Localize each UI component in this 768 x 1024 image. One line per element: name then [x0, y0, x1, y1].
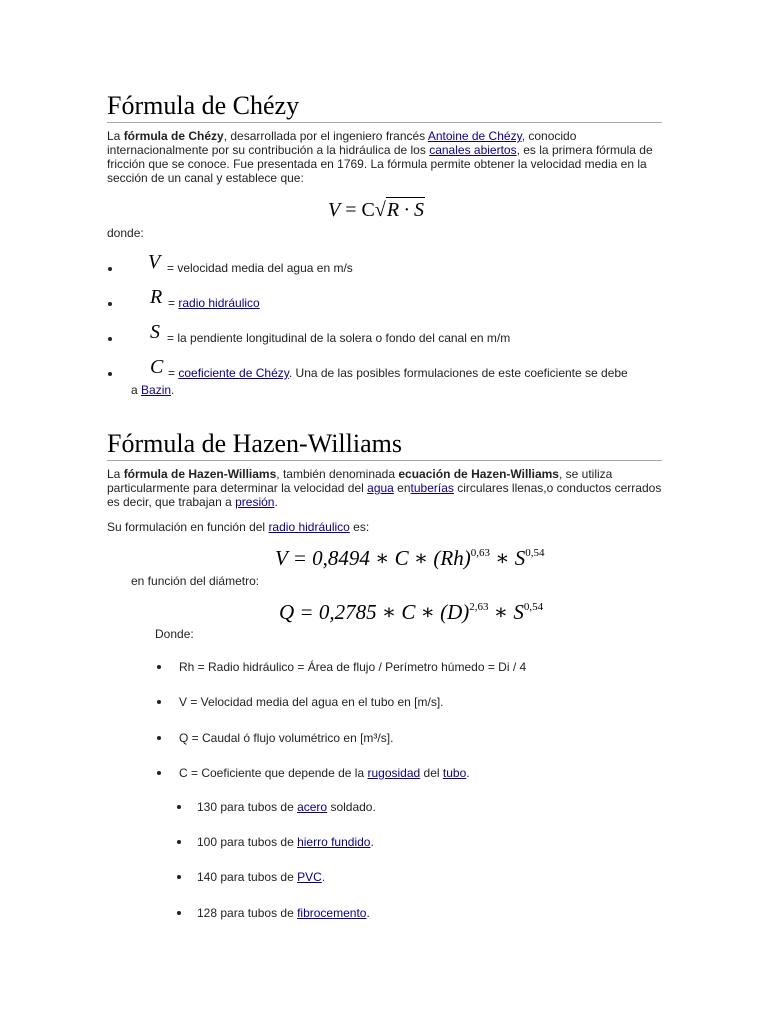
text: .	[171, 383, 175, 397]
chezy-intro	[107, 129, 663, 185]
bullet-icon	[108, 372, 112, 376]
text: .	[366, 906, 370, 920]
text: , también denominada	[276, 467, 399, 481]
item-text: V = Velocidad media del agua en el tubo en [m/s].	[179, 695, 444, 709]
bold-term: fórmula de Chézy	[123, 129, 224, 143]
hw-formulacion	[107, 520, 369, 534]
text: , desarrollada por el ingeniero francés	[223, 129, 428, 143]
bullet-icon	[108, 267, 112, 271]
item-text: Q = Caudal ó flujo volumétrico en [m³/s].	[179, 731, 394, 745]
chezy-formula	[328, 197, 425, 222]
formula-eq: = C	[340, 199, 375, 221]
hw-formula-flow	[279, 594, 543, 625]
list-item	[107, 251, 667, 280]
link-acero[interactable]: acero	[297, 800, 328, 814]
formula-mid: ∗ S	[490, 546, 526, 570]
text: Su formulación en función del	[107, 520, 269, 534]
symbol: V	[148, 251, 161, 273]
text: soldado.	[327, 800, 376, 814]
exponent: 0,63	[470, 547, 490, 559]
donde-label: donde:	[107, 226, 144, 240]
item-text-line2	[131, 383, 174, 397]
link-fibrocemento[interactable]: fibrocemento	[297, 906, 367, 920]
item-text	[197, 906, 370, 920]
text: La	[107, 129, 124, 143]
text: 140 para tubos de	[197, 870, 298, 884]
donde-label-2: Donde:	[155, 627, 194, 641]
text: . Una de las posibles formulaciones de este coeficiente se debe	[288, 366, 628, 380]
text: 130 para tubos de	[197, 800, 298, 814]
symbol: S	[150, 321, 160, 343]
text: La	[107, 467, 124, 481]
item-text: = la pendiente longitudinal de la solera o fondo del canal en m/m	[167, 331, 511, 345]
link-coeficiente-de-chezy[interactable]: coeficiente de Chézy	[178, 366, 289, 380]
link-tuberias[interactable]: tuberías	[410, 481, 454, 495]
text: C = Coeficiente que depende de la	[179, 766, 368, 780]
text: .	[274, 495, 278, 509]
hw-intro	[107, 467, 663, 509]
symbol: C	[150, 356, 164, 378]
text: .	[370, 835, 374, 849]
bullet-icon	[157, 736, 161, 740]
list-item	[107, 356, 667, 399]
text: en	[393, 481, 411, 495]
list-item	[107, 321, 667, 350]
text: .	[321, 870, 326, 884]
bullet-icon	[108, 302, 112, 306]
bullet-icon	[177, 911, 181, 915]
list-item	[107, 286, 667, 315]
exponent: 0,54	[523, 601, 544, 613]
text: , se utiliza particularmente para determinar la velocidad del	[107, 467, 613, 495]
item-text	[197, 800, 376, 814]
bullet-icon	[177, 875, 181, 879]
item-text	[197, 870, 325, 884]
exponent: 2,63	[469, 601, 489, 613]
bold-term: ecuación de Hazen-Williams	[398, 467, 559, 481]
bullet-icon	[157, 665, 161, 669]
text: es:	[349, 520, 370, 534]
link-bazin[interactable]: Bazin	[141, 383, 172, 397]
diametro-label: en función del diámetro:	[131, 574, 260, 588]
link-presion[interactable]: presión	[235, 495, 275, 509]
item-text: = velocidad media del agua en m/s	[167, 261, 353, 275]
formula-main: V = 0,8494 ∗ C ∗ (Rh)	[275, 546, 471, 570]
formula-main: Q = 0,2785 ∗ C ∗ (D)	[279, 600, 470, 624]
bullet-icon	[108, 337, 112, 341]
text: 100 para tubos de	[197, 835, 298, 849]
text: circulares llenas,o conductos cerrados es decir, que trabajan a	[107, 481, 662, 509]
bullet-icon	[177, 805, 181, 809]
link-pvc[interactable]: PVC	[297, 870, 322, 884]
link-canales-abiertos[interactable]: canales abiertos	[429, 143, 517, 157]
link-tubo[interactable]: tubo	[442, 766, 467, 780]
item-text	[197, 835, 374, 849]
text: del	[420, 766, 443, 780]
item-text	[168, 296, 260, 310]
item-text	[168, 366, 628, 380]
text: .	[466, 766, 470, 780]
formula-radicand: R · S	[386, 199, 425, 221]
section-title-chezy: Fórmula de Chézy	[107, 91, 662, 123]
text: , es la primera fórmula de fricción que se conoce. Fue presentada en 1769. La fórmula permite obtener la velocidad media en la sección de un canal y establece que:	[107, 143, 653, 185]
link-antoine-de-chezy[interactable]: Antoine de Chézy	[427, 129, 522, 143]
link-radio-hidraulico[interactable]: radio hidráulico	[178, 296, 260, 310]
formula-mid: ∗ S	[488, 600, 524, 624]
text: =	[168, 296, 179, 310]
item-text: Rh = Radio hidráulico = Área de flujo / Perímetro húmedo = Di / 4	[179, 660, 527, 674]
link-rugosidad[interactable]: rugosidad	[367, 766, 421, 780]
link-hierro-fundido[interactable]: hierro fundido	[297, 835, 371, 849]
symbol: R	[150, 286, 163, 308]
hw-formula-velocity	[275, 540, 545, 571]
text: , conocido internacionalmente por su contribución a la hidráulica de los	[107, 129, 577, 157]
sqrt-sign: √	[374, 199, 386, 221]
bullet-icon	[177, 840, 181, 844]
link-agua[interactable]: agua	[367, 481, 394, 495]
link-radio-hidraulico-2[interactable]: radio hidráulico	[268, 520, 350, 534]
formula-lhs: V	[328, 199, 341, 221]
bullet-icon	[157, 700, 161, 704]
bullet-icon	[157, 771, 161, 775]
item-text	[179, 766, 470, 780]
exponent: 0,54	[525, 547, 545, 559]
text: a	[131, 383, 142, 397]
bold-term: fórmula de Hazen-Williams	[123, 467, 277, 481]
text: 128 para tubos de	[197, 906, 298, 920]
section-title-hazen-williams: Fórmula de Hazen-Williams	[107, 429, 662, 461]
text: =	[168, 366, 179, 380]
